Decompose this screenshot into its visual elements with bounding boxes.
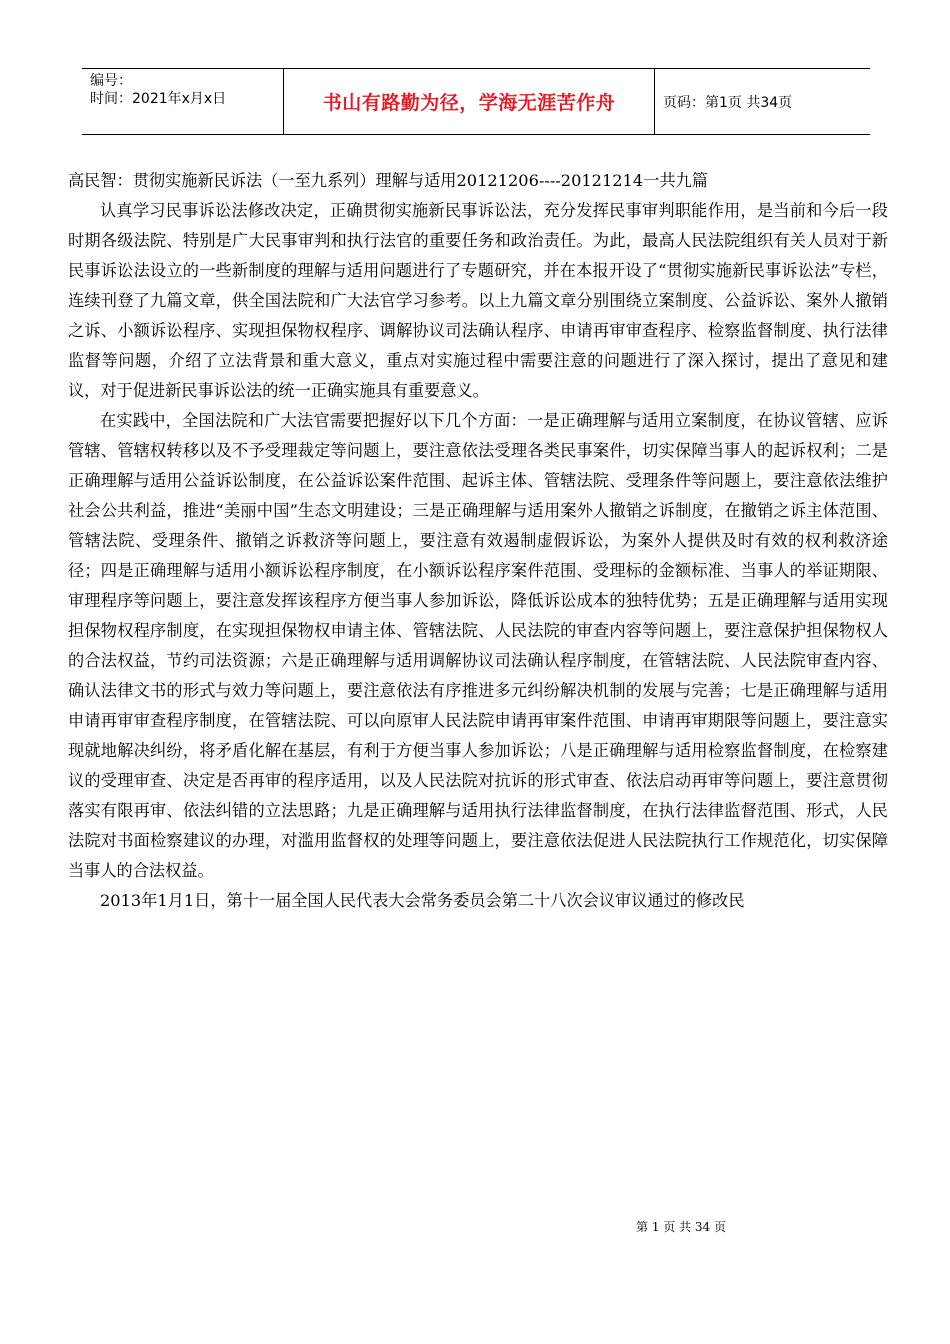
body-paragraph: 认真学习民事诉讼法修改决定，正确贯彻实施新民事诉讼法，充分发挥民事审判职能作用，是当前和今后一段时期各级法院、特别是广大民事审判和执行法官的重要任务和政治责任。为此，最高人民法院组织有关人员对于新民事诉讼法设立的一些新制度的理解与适用问题进行了专题研究，并在本报开设了“贯彻实施新民事诉讼法”专栏，连续刊登了九篇文章，供全国法院和广大法官学习参考。以上九篇文章分别围绕立案制度、公益诉讼、案外人撤销之诉、小额诉讼程序、实现担保物权程序、调解协议司法确认程序、申请再审审查程序、检察监督制度、执行法律监督等问题，介绍了立法背景和重大意义，重点对实施过程中需要注意的问题进行了深入探讨，提出了意见和建议，对于促进新民事诉讼法的统一正确实施具有重要意义。 xyxy=(68,201,888,400)
header-motto: 书山有路勤为径，学海无涯苦作舟 xyxy=(283,68,655,135)
body-paragraph: 在实践中，全国法院和广大法官需要把握好以下几个方面：一是正确理解与适用立案制度，在协议管辖、应诉管辖、管辖权转移以及不予受理裁定等问题上，要注意依法受理各类民事案件，切实保障当事人的起诉权利；二是正确理解与适用公益诉讼制度，在公益诉讼案件范围、起诉主体、管辖法院、受理条件等问题上，要注意依法维护社会公共利益，推进“美丽中国”生态文明建设；三是正确理解与适用案外人撤销之诉制度，在撤销之诉主体范围、管辖法院、受理条件、撤销之诉救济等问题上，要注意有效遏制虚假诉讼，为案外人提供及时有效的权利救济途径；四是正确理解与适用小额诉讼程序制度，在小额诉讼程序案件范围、受理标的金额标准、当事人的举证期限、审理程序等问题上，要注意发挥该程序方便当事人参加诉讼，降低诉讼成本的独特优势；五是正确理解与适用实现担保物权程序制度，在实现担保物权申请主体、管辖法院、人民法院的审查内容等问题上，要注意保护担保物权人的合法权益，节约司法资源；六是正确理解与适用调解协议司法确认程序制度，在管辖法院、人民法院审查内容、确认法律文书的形式与效力等问题上，要注意依法有序推进多元纠纷解决机制的发展与完善；七是正确理解与适用申请再审审查程序制度，在管辖法院、可以向原审人民法院申请再审案件范围、申请再审期限等问题上，要注意实现就地解决纠纷，将矛盾化解在基层，有利于方便当事人参加诉讼；八是正确理解与适用检察监督制度，在检察建议的受理审查、决定是否再审的程序适用，以及人民法院对抗诉的形式审查、依法启动再审等问题上，要注意贯彻落实有限再审、依法纠错的立法思路；九是正确理解与适用执行法律监督制度，在执行法律监督范围、形式，人民法院对书面检察建议的办理，对滥用监督权的处理等问题上，要注意依法促进人民法院执行工作规范化，切实保障当事人的合法权益。 xyxy=(68,411,888,880)
document-body xyxy=(68,166,888,916)
header-meta xyxy=(82,68,283,135)
page-header xyxy=(82,68,870,135)
document-number-label: 编号： xyxy=(90,73,132,89)
page-footer: 第 1 页 共 34 页 xyxy=(636,1220,726,1234)
header-page-info: 页码：第1页 共34页 xyxy=(663,94,793,111)
document-time-label: 时间：2021年x月x日 xyxy=(90,91,227,107)
document-title-line: 高民智：贯彻实施新民诉法（一至九系列）理解与适用20121206----20121214一共九篇 xyxy=(68,171,708,190)
body-paragraph-start: 2013年1月1日，第十一届全国人民代表大会常务委员会第二十八次会议审议通过的修改民 xyxy=(100,891,745,910)
